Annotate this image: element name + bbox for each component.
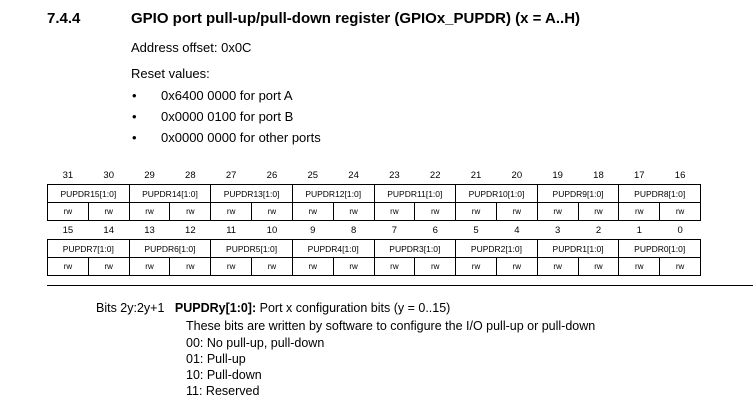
- bit-number: 10: [266, 225, 278, 236]
- field-name-row: [48, 240, 701, 258]
- bit-number: 21: [470, 170, 482, 181]
- address-offset: Address offset: 0x0C: [131, 40, 252, 55]
- field-desc-line: 10: Pull-down: [186, 368, 262, 382]
- bit-number: 16: [674, 170, 686, 181]
- field-desc-line: 11: Reserved: [186, 384, 260, 398]
- register-field: PUPDR0[1:0]: [619, 240, 701, 258]
- bit-number-row: [48, 167, 701, 185]
- bit-number: 15: [62, 225, 74, 236]
- access-type: rw: [129, 203, 170, 221]
- bit-number: 0: [677, 225, 683, 236]
- access-type: rw: [374, 203, 415, 221]
- field-description-header: [96, 301, 450, 315]
- access-type: rw: [88, 258, 129, 276]
- access-type: rw: [415, 203, 456, 221]
- bit-number: 24: [348, 170, 359, 181]
- access-type: rw: [129, 258, 170, 276]
- access-type: rw: [292, 203, 333, 221]
- section-title: GPIO port pull-up/pull-down register (GPIOx_PUPDR) (x = A..H): [131, 10, 581, 27]
- bit-number: 9: [310, 225, 316, 236]
- register-field: PUPDR2[1:0]: [456, 240, 538, 258]
- access-row: [48, 258, 701, 276]
- access-type: rw: [496, 258, 537, 276]
- reset-value-item: 0x6400 0000 for port A: [161, 88, 293, 103]
- register-field: PUPDR10[1:0]: [456, 185, 538, 203]
- register-field: PUPDR5[1:0]: [211, 240, 293, 258]
- section-number: 7.4.4: [47, 10, 81, 27]
- bit-number: 22: [429, 170, 441, 181]
- bit-number: 30: [103, 170, 114, 181]
- access-row: [48, 203, 701, 221]
- register-field: PUPDR13[1:0]: [211, 185, 293, 203]
- bit-number: 19: [552, 170, 563, 181]
- bit-number: 6: [432, 225, 438, 236]
- bit-number: 12: [185, 225, 196, 236]
- bit-number: 27: [225, 170, 237, 181]
- register-field: PUPDR1[1:0]: [537, 240, 619, 258]
- access-type: rw: [660, 203, 701, 221]
- access-type: rw: [660, 258, 701, 276]
- field-name: PUPDRy[1:0]:: [174, 301, 257, 315]
- field-name-row: [48, 185, 701, 203]
- register-table-lower: [47, 222, 701, 276]
- bullet-icon: •: [132, 109, 137, 124]
- register-field: PUPDR14[1:0]: [129, 185, 211, 203]
- bit-number: 13: [144, 225, 155, 236]
- access-type: rw: [619, 203, 660, 221]
- access-type: rw: [252, 258, 293, 276]
- reset-value-item: 0x0000 0000 for other ports: [161, 130, 321, 145]
- bit-number: 25: [307, 170, 319, 181]
- bit-number: 23: [389, 170, 400, 181]
- bit-number: 5: [473, 225, 479, 236]
- register-field: PUPDR8[1:0]: [619, 185, 701, 203]
- register-field: PUPDR12[1:0]: [292, 185, 374, 203]
- reset-values-label: Reset values:: [131, 66, 210, 81]
- bit-number: 26: [266, 170, 278, 181]
- access-type: rw: [211, 203, 252, 221]
- access-type: rw: [48, 258, 89, 276]
- reset-value-item: 0x0000 0100 for port B: [161, 109, 294, 124]
- bit-number: 7: [391, 225, 398, 236]
- access-type: rw: [252, 203, 293, 221]
- bit-number: 2: [595, 225, 602, 236]
- field-bits: Bits 2y:2y+1: [96, 301, 165, 315]
- register-field: PUPDR7[1:0]: [48, 240, 130, 258]
- divider: [47, 285, 753, 286]
- bullet-icon: •: [132, 130, 137, 145]
- access-type: rw: [48, 203, 89, 221]
- register-field: PUPDR4[1:0]: [292, 240, 374, 258]
- register-field: PUPDR6[1:0]: [129, 240, 211, 258]
- bit-number: 31: [62, 170, 74, 181]
- access-type: rw: [374, 258, 415, 276]
- bit-number: 14: [103, 225, 114, 236]
- access-type: rw: [578, 203, 619, 221]
- field-desc-line: 00: No pull-up, pull-down: [186, 336, 325, 350]
- register-field: PUPDR15[1:0]: [48, 185, 130, 203]
- bullet-icon: •: [132, 88, 137, 103]
- bit-number: 1: [636, 225, 642, 236]
- access-type: rw: [292, 258, 333, 276]
- access-type: rw: [170, 203, 211, 221]
- bit-number: 28: [185, 170, 196, 181]
- field-summary: Port x configuration bits (y = 0..15): [259, 301, 451, 315]
- bit-number: 3: [555, 225, 561, 236]
- access-type: rw: [211, 258, 252, 276]
- access-type: rw: [170, 258, 211, 276]
- access-type: rw: [88, 203, 129, 221]
- bit-number: 8: [350, 225, 357, 236]
- register-field: PUPDR11[1:0]: [374, 185, 456, 203]
- access-type: rw: [456, 258, 497, 276]
- bit-number: 18: [593, 170, 604, 181]
- field-desc-line: 01: Pull-up: [186, 352, 246, 366]
- access-type: rw: [333, 203, 374, 221]
- access-type: rw: [619, 258, 660, 276]
- bit-number: 4: [514, 225, 520, 236]
- bit-number: 17: [633, 170, 645, 181]
- access-type: rw: [415, 258, 456, 276]
- field-desc-line: These bits are written by software to configure the I/O pull-up or pull-down: [186, 319, 596, 333]
- register-table-upper: [47, 167, 701, 221]
- access-type: rw: [333, 258, 374, 276]
- bit-number-row: [48, 222, 701, 240]
- access-type: rw: [537, 203, 578, 221]
- bit-number: 29: [144, 170, 155, 181]
- access-type: rw: [456, 203, 497, 221]
- register-field: PUPDR9[1:0]: [537, 185, 619, 203]
- access-type: rw: [496, 203, 537, 221]
- bit-number: 20: [511, 170, 523, 181]
- access-type: rw: [537, 258, 578, 276]
- bit-number: 11: [226, 225, 237, 236]
- access-type: rw: [578, 258, 619, 276]
- register-field: PUPDR3[1:0]: [374, 240, 456, 258]
